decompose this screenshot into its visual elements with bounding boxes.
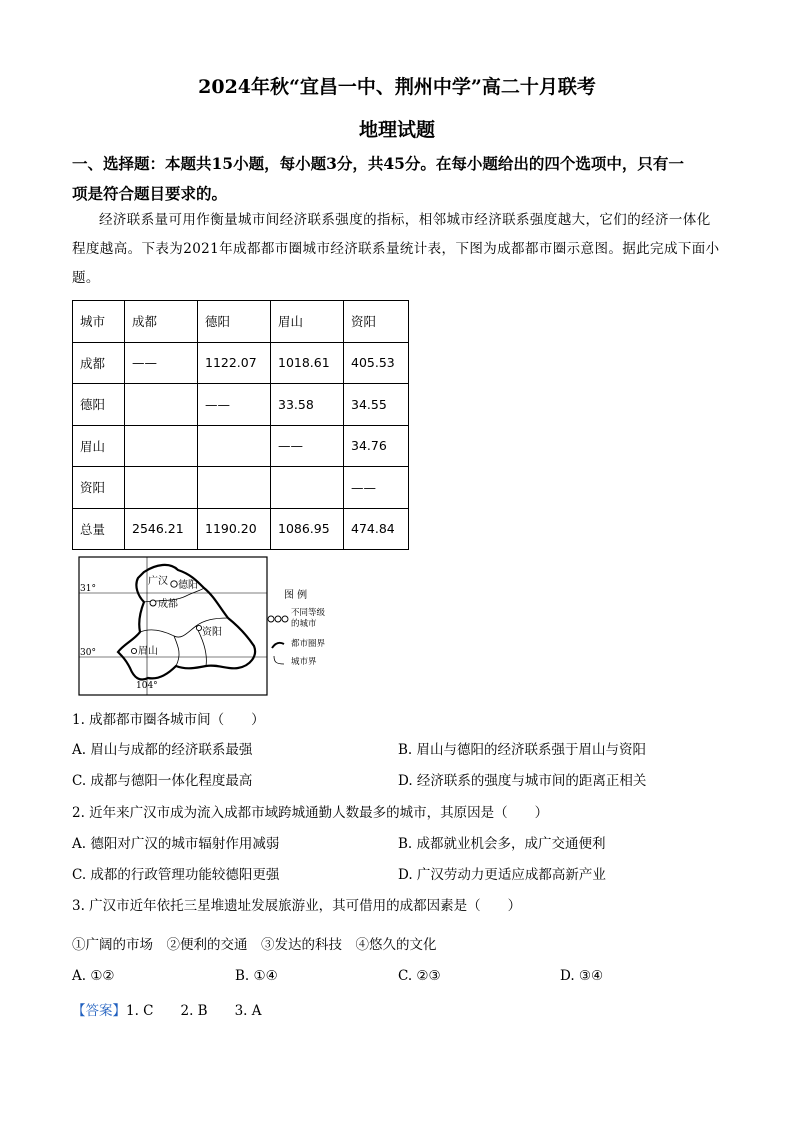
city-label-guanghan: 广汉 (148, 576, 168, 587)
question-3-option-a[interactable]: A. ①② (72, 968, 115, 984)
question-1-option-d[interactable]: D. 经济联系的强度与城市间的距离正相关 (398, 773, 647, 789)
exam-subtitle: 地理试题 (358, 119, 435, 141)
city-marker-chengdu (150, 600, 156, 606)
city-marker-meishan (131, 648, 136, 653)
question-3-option-b[interactable]: B. ①④ (235, 968, 278, 984)
table-row (73, 384, 409, 426)
table-row (73, 467, 409, 509)
question-3-stem: 3. 广汉市近年依托三星堆遗址发展旅游业，其可借用的成都因素是（ ） (72, 898, 522, 914)
city-label-meishan: 眉山 (138, 646, 158, 657)
table-cell: 总量 (73, 508, 125, 550)
legend-city-symbol-1 (268, 616, 274, 622)
table-cell: 1190.20 (198, 508, 271, 550)
table-cell: 成都 (73, 342, 125, 384)
table-cell: 1018.61 (271, 342, 344, 384)
question-2-option-d[interactable]: D. 广汉劳动力更适应成都高新产业 (398, 867, 606, 883)
table-row (73, 508, 409, 550)
legend-city-label-1: 不同等级 (291, 608, 326, 618)
table-cell (198, 425, 271, 467)
question-3-option-d[interactable]: D. ③④ (560, 968, 604, 984)
section-heading-line2: 项是符合题目要求的。 (72, 184, 228, 203)
question-1-stem: 1. 成都都市圈各城市间（ ） (72, 712, 265, 728)
table-cell: —— (344, 467, 409, 509)
exam-title: 2024年秋“宜昌一中、荆州中学”高二十月联考 (198, 76, 596, 98)
legend-city-label-2: 的城市 (291, 619, 317, 629)
table-cell: 1086.95 (271, 508, 344, 550)
table-cell: 眉山 (271, 301, 344, 343)
table-cell (271, 467, 344, 509)
question-3-option-c[interactable]: C. ②③ (398, 968, 441, 984)
answer-text: 1. C 2. B 3. A (126, 1003, 262, 1019)
section-heading-line1: 一、选择题：本题共15小题，每小题3分，共45分。在每小题给出的四个选项中，只有一 (72, 154, 684, 173)
city-marker-ziyang (196, 625, 201, 630)
table-cell (198, 467, 271, 509)
city-label-deyang: 德阳 (178, 580, 198, 591)
economic-link-table (72, 300, 409, 550)
table-cell: 34.76 (344, 425, 409, 467)
label-lon-104: 104° (136, 681, 158, 691)
legend-city-boundary-label: 城市界 (291, 657, 317, 667)
table-header-row (73, 301, 409, 343)
table-cell: 34.55 (344, 384, 409, 426)
question-1-option-c[interactable]: C. 成都与德阳一体化程度最高 (72, 773, 253, 789)
label-lat-30: 30° (80, 648, 96, 658)
city-marker-deyang (171, 581, 177, 587)
legend-city-symbol-3 (282, 616, 288, 622)
question-2-option-a[interactable]: A. 德阳对广汉的城市辐射作用减弱 (72, 836, 280, 852)
table-cell: 城市 (73, 301, 125, 343)
table-cell: 德阳 (73, 384, 125, 426)
table-cell (125, 425, 198, 467)
table-cell: 474.84 (344, 508, 409, 550)
table-cell: 33.58 (271, 384, 344, 426)
city-label-chengdu: 成都 (158, 599, 178, 610)
table-row (73, 342, 409, 384)
label-lat-31: 31° (80, 584, 96, 594)
table-cell (125, 384, 198, 426)
table-cell: 1122.07 (198, 342, 271, 384)
question-2-option-b[interactable]: B. 成都就业机会多，成广交通便利 (398, 836, 606, 852)
question-3-items: ①广阔的市场 ②便利的交通 ③发达的科技 ④悠久的文化 (72, 937, 437, 953)
chengdu-metro-map (78, 556, 378, 698)
question-2-option-c[interactable]: C. 成都的行政管理功能较德阳更强 (72, 867, 280, 883)
answer-line (72, 999, 262, 1019)
table-cell (125, 467, 198, 509)
table-cell: —— (125, 342, 198, 384)
table-cell: 405.53 (344, 342, 409, 384)
table-cell: 资阳 (73, 467, 125, 509)
legend-city-boundary-symbol (274, 656, 284, 664)
table-cell: 成都 (125, 301, 198, 343)
answer-tag: 【答案】 (72, 1003, 126, 1019)
intro-paragraph: 经济联系量可用作衡量城市间经济联系强度的指标，相邻城市经济联系强度越大，它们的经济一体化程度越高。下表为2021年成都都市圈城市经济联系量统计表，下图为成都都市圈示意图。据此完成下面小题。 (72, 212, 720, 286)
question-1-option-a[interactable]: A. 眉山与成都的经济联系最强 (72, 742, 253, 758)
table-cell: —— (271, 425, 344, 467)
legend-city-symbol-2 (275, 616, 281, 622)
table-cell: —— (198, 384, 271, 426)
table-cell: 2546.21 (125, 508, 198, 550)
table-cell: 眉山 (73, 425, 125, 467)
question-2-stem: 2. 近年来广汉市成为流入成都市域跨城通勤人数最多的城市，其原因是（ ） (72, 805, 549, 821)
city-label-ziyang: 资阳 (202, 627, 222, 638)
table-cell: 资阳 (344, 301, 409, 343)
city-boundary-meishan (174, 636, 179, 666)
table-row (73, 425, 409, 467)
legend-title: 图 例 (284, 590, 308, 601)
table-cell: 德阳 (198, 301, 271, 343)
question-1-option-b[interactable]: B. 眉山与德阳的经济联系强于眉山与资阳 (398, 742, 647, 758)
legend-metro-boundary-symbol (272, 643, 284, 648)
map-frame (79, 557, 267, 695)
legend-metro-boundary-label: 都市圈界 (291, 639, 326, 649)
